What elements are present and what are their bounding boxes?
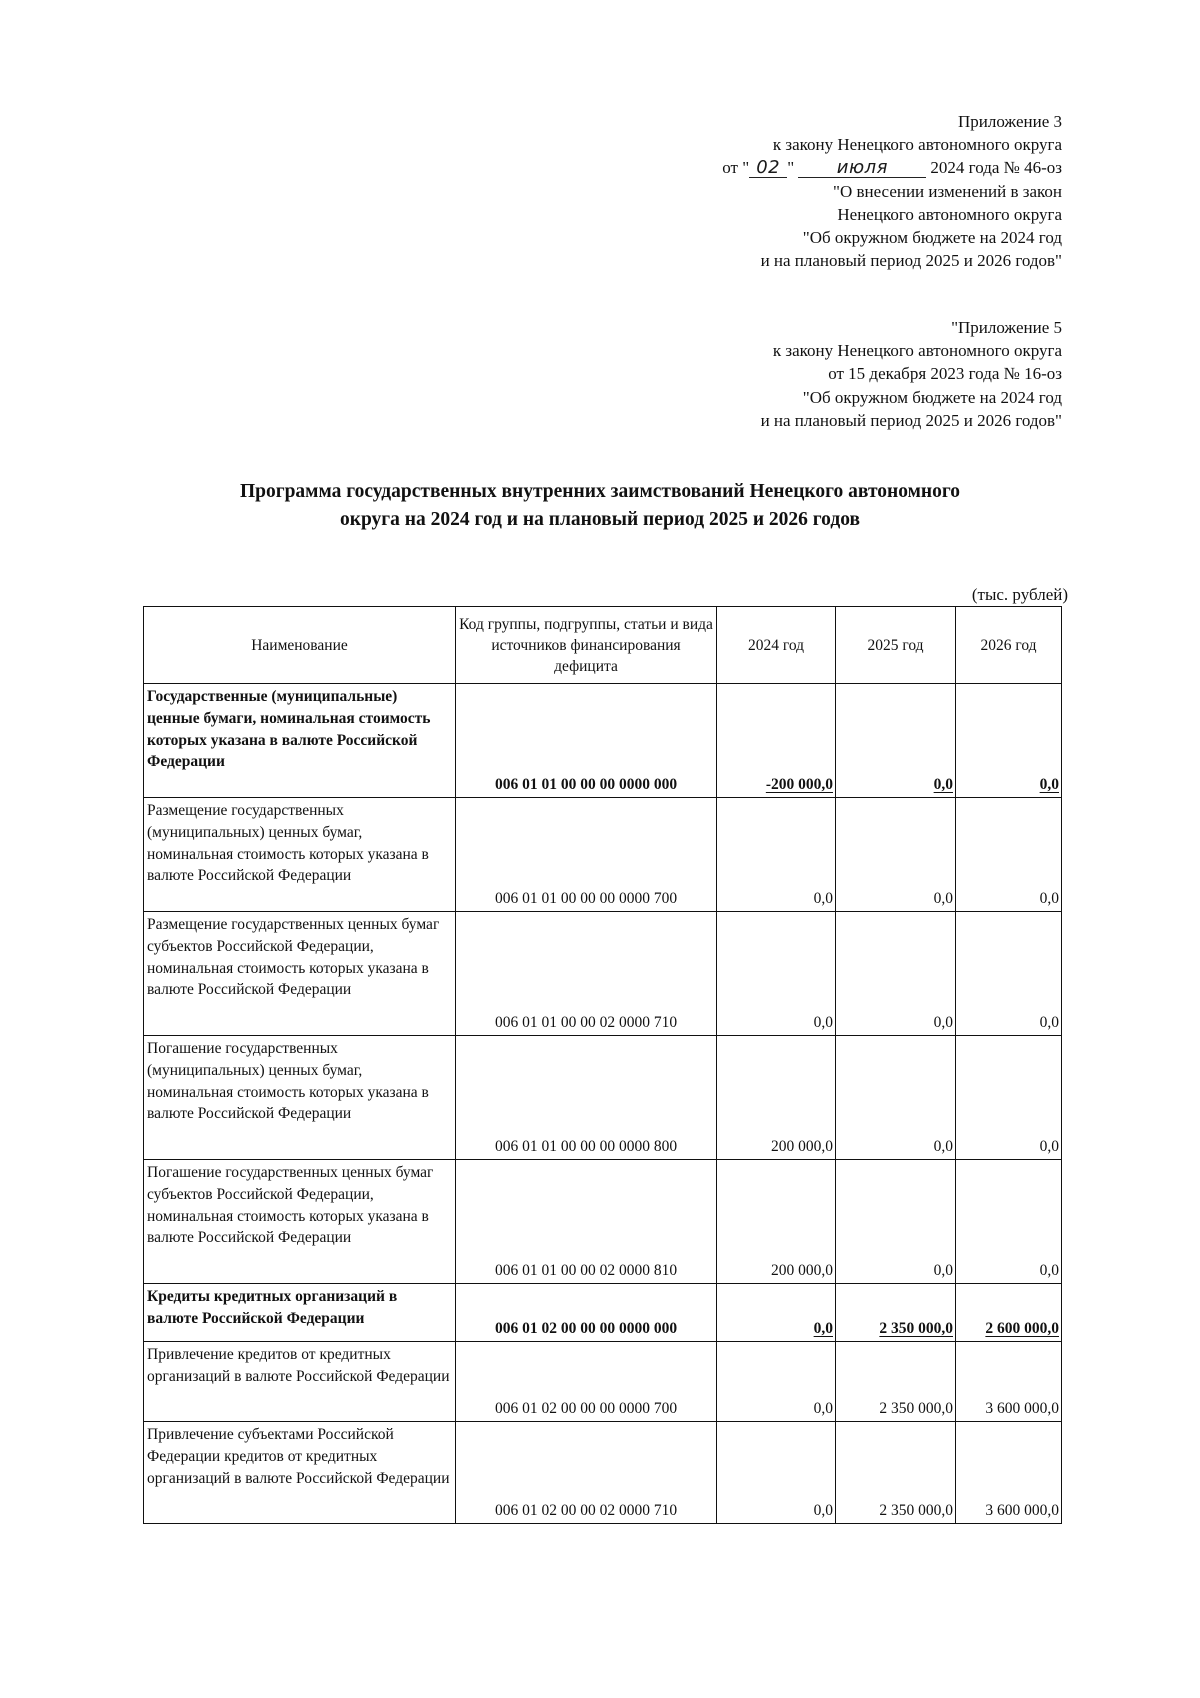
table-row — [144, 1160, 1062, 1284]
row-name: Размещение государственных ценных бумаг субъектов Российской Федерации, номинальная стоимость которых указана в валюте Российской Федерации — [144, 912, 456, 1036]
table-row — [144, 684, 1062, 798]
row-name: Привлечение субъектами Российской Федерации кредитов от кредитных организаций в валюте Российской Федерации — [144, 1422, 456, 1524]
row-2025: 0,0 — [836, 1036, 956, 1160]
row-2024: -200 000,0 — [717, 684, 836, 798]
law-title-line: "Об окружном бюджете на 2024 год — [802, 387, 1062, 407]
table-row — [144, 1422, 1062, 1524]
law-title-line: и на плановый период 2025 и 2026 годов" — [760, 410, 1062, 430]
law-reference: к закону Ненецкого автономного округа — [772, 341, 1062, 361]
law-date: от 15 декабря 2023 года № 16-оз — [828, 364, 1062, 384]
title-line-1: Программа государственных внутренних заимствований Ненецкого автономного — [239, 481, 961, 502]
row-2024: 200 000,0 — [717, 1036, 836, 1160]
date-mid: " — [787, 158, 795, 178]
row-2024: 0,0 — [717, 1342, 836, 1422]
title-line-2: округа на 2024 год и на плановый период 2025 и 2026 годов — [339, 509, 861, 530]
row-name: Погашение государственных ценных бумаг субъектов Российской Федерации, номинальная стоимость которых указана в валюте Российской Федерации — [144, 1160, 456, 1284]
row-2024: 0,0 — [717, 1422, 836, 1524]
row-2026: 0,0 — [956, 912, 1062, 1036]
document-title — [130, 478, 1070, 534]
handwritten-month: июля — [798, 158, 926, 178]
row-code: 006 01 01 00 00 02 0000 710 — [456, 912, 717, 1036]
row-2024: 0,0 — [717, 798, 836, 912]
row-2025: 0,0 — [836, 684, 956, 798]
law-year-number: 2024 года № 46-оз — [930, 158, 1062, 178]
row-code: 006 01 02 00 00 02 0000 710 — [456, 1422, 717, 1524]
table-row — [144, 1036, 1062, 1160]
row-2025: 2 350 000,0 — [836, 1284, 956, 1342]
header-code: Код группы, подгруппы, статьи и вида источников финансирования дефицита — [456, 607, 717, 684]
row-code: 006 01 02 00 00 00 0000 700 — [456, 1342, 717, 1422]
row-2026: 0,0 — [956, 1036, 1062, 1160]
law-title-line: "Об окружном бюджете на 2024 год — [802, 228, 1062, 248]
row-2024: 0,0 — [717, 912, 836, 1036]
header-2025: 2025 год — [836, 607, 956, 684]
row-name: Привлечение кредитов от кредитных организаций в валюте Российской Федерации — [144, 1342, 456, 1422]
table-header-row — [144, 607, 1062, 684]
date-prefix: от " — [722, 158, 750, 178]
row-2025: 2 350 000,0 — [836, 1422, 956, 1524]
table-row — [144, 1342, 1062, 1422]
row-2026: 3 600 000,0 — [956, 1342, 1062, 1422]
law-title-line: Ненецкого автономного округа — [837, 204, 1062, 224]
law-title-line: "О внесении изменений в закон — [833, 181, 1062, 201]
row-2024: 0,0 — [717, 1284, 836, 1342]
law-title-line: и на плановый период 2025 и 2026 годов" — [760, 251, 1062, 271]
law-date-line — [722, 156, 1062, 179]
row-2025: 0,0 — [836, 798, 956, 912]
header-name: Наименование — [144, 607, 456, 684]
row-code: 006 01 02 00 00 00 0000 000 — [456, 1284, 717, 1342]
row-code: 006 01 01 00 00 00 0000 700 — [456, 798, 717, 912]
row-2025: 2 350 000,0 — [836, 1342, 956, 1422]
row-code: 006 01 01 00 00 00 0000 800 — [456, 1036, 717, 1160]
row-2026: 3 600 000,0 — [956, 1422, 1062, 1524]
header-2026: 2026 год — [956, 607, 1062, 684]
row-code: 006 01 01 00 00 02 0000 810 — [456, 1160, 717, 1284]
table-row — [144, 1284, 1062, 1342]
row-2026: 2 600 000,0 — [956, 1284, 1062, 1342]
row-name: Государственные (муниципальные) ценные бумаги, номинальная стоимость которых указана в валюте Российской Федерации — [144, 684, 456, 798]
unit-label: (тыс. рублей) — [971, 585, 1068, 604]
row-name: Кредиты кредитных организаций в валюте Российской Федерации — [144, 1284, 456, 1342]
handwritten-day: 02 — [749, 158, 787, 178]
row-2026: 0,0 — [956, 1160, 1062, 1284]
law-reference: к закону Ненецкого автономного округа — [772, 135, 1062, 155]
table-row — [144, 798, 1062, 912]
row-2025: 0,0 — [836, 912, 956, 1036]
appendix-3-header — [722, 110, 1062, 272]
borrowing-program-table — [143, 606, 1062, 1524]
header-2024: 2024 год — [717, 607, 836, 684]
row-2026: 0,0 — [956, 684, 1062, 798]
row-2025: 0,0 — [836, 1160, 956, 1284]
row-2024: 200 000,0 — [717, 1160, 836, 1284]
row-name: Размещение государственных (муниципальных) ценных бумаг, номинальная стоимость которых указана в валюте Российской Федерации — [144, 798, 456, 912]
appendix-number: Приложение 3 — [958, 112, 1062, 131]
table-row — [144, 912, 1062, 1036]
appendix-number: "Приложение 5 — [951, 318, 1062, 337]
row-2026: 0,0 — [956, 798, 1062, 912]
row-code: 006 01 01 00 00 00 0000 000 — [456, 684, 717, 798]
appendix-5-header — [761, 316, 1062, 432]
row-name: Погашение государственных (муниципальных) ценных бумаг, номинальная стоимость которых указана в валюте Российской Федерации — [144, 1036, 456, 1160]
